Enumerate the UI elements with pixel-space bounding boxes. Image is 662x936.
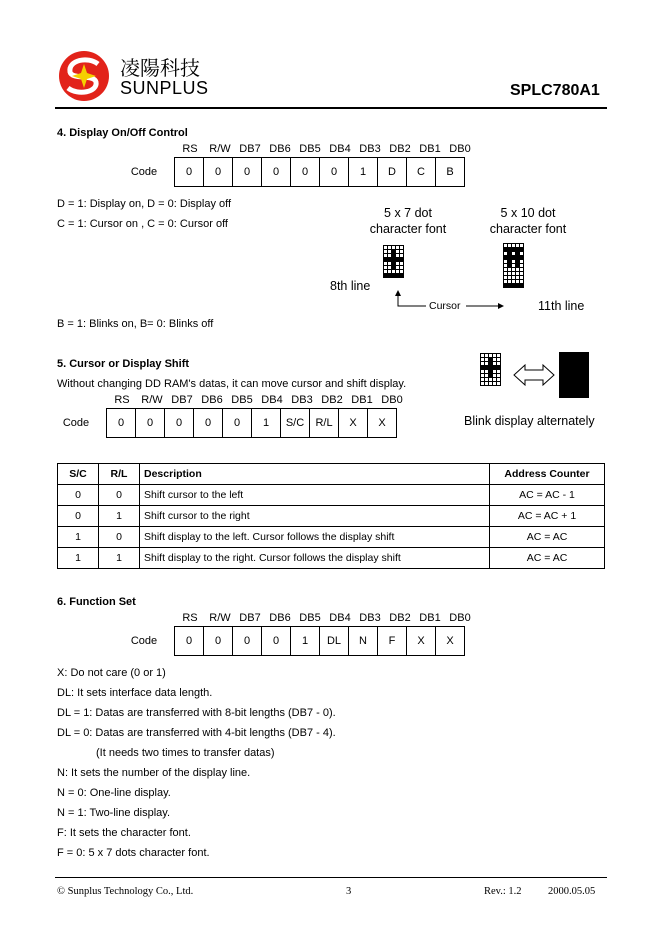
fs-line: DL = 0: Datas are transferred with 4-bit lengths (DB7 - 4). [57, 727, 336, 739]
col-header: R/W [209, 612, 231, 624]
col-header: DB3 [359, 612, 381, 624]
code-cell: 0 [204, 158, 233, 187]
font57-glyph [383, 245, 404, 278]
code-cell: C [407, 158, 436, 187]
fs-line: N: It sets the number of the display line. [57, 767, 251, 779]
code-cell: 0 [204, 627, 233, 656]
footer-copyright: © Sunplus Technology Co., Ltd. [57, 886, 194, 897]
fs-line: F: It sets the character font. [57, 827, 191, 839]
col-header: DB4 [261, 394, 283, 406]
fs-line: F = 0: 5 x 7 dots character font. [57, 847, 210, 859]
cell: Shift display to the left. Cursor follows the display shift [140, 527, 490, 548]
code-label: Code [130, 166, 158, 178]
code-label: Code [130, 635, 158, 647]
fs-line: X: Do not care (0 or 1) [57, 667, 166, 679]
col-header: DB0 [449, 612, 471, 624]
code-cell: X [436, 627, 465, 656]
cursor-label: Cursor [429, 300, 461, 312]
company-name-cn: 凌陽科技 [120, 56, 200, 80]
section4-title: 4. Display On/Off Control [57, 127, 188, 139]
cell: 0 [99, 527, 140, 548]
font510-caption-2: character font [489, 222, 567, 236]
note-d: D = 1: Display on, D = 0: Display off [57, 198, 232, 210]
section6-columns [175, 612, 475, 624]
col-header: RS [182, 612, 198, 624]
line8-label: 8th line [330, 279, 371, 293]
cell: Shift cursor to the right [140, 506, 490, 527]
table-header-row [58, 464, 605, 485]
header-description: Description [140, 464, 490, 485]
cell: AC = AC [490, 527, 605, 548]
code-cell: 0 [175, 158, 204, 187]
header-rl: R/L [99, 464, 140, 485]
code-cell: 0 [262, 158, 291, 187]
col-header: DB3 [291, 394, 313, 406]
code-cell: 0 [136, 409, 165, 438]
fs-line: DL = 1: Datas are transferred with 8-bit lengths (DB7 - 0). [57, 707, 336, 719]
part-number: SPLC780A1 [510, 82, 600, 99]
col-header: DB3 [359, 143, 381, 155]
code-cell: 0 [223, 409, 252, 438]
col-header: RS [182, 143, 198, 155]
table-row [58, 506, 605, 527]
code-cell: 0 [165, 409, 194, 438]
code-cell: 0 [175, 627, 204, 656]
section4-code-table [114, 157, 465, 187]
cell: 0 [58, 485, 99, 506]
col-header: DB5 [299, 612, 321, 624]
cell: AC = AC + 1 [490, 506, 605, 527]
header-rule [55, 107, 607, 109]
code-cell: 0 [194, 409, 223, 438]
footer-revision: Rev.: 1.2 [484, 886, 522, 897]
col-header: DB2 [389, 612, 411, 624]
cell: 0 [58, 506, 99, 527]
cell: Shift cursor to the left [140, 485, 490, 506]
col-header: DB7 [171, 394, 193, 406]
code-cell: 0 [262, 627, 291, 656]
code-cell: X [339, 409, 368, 438]
section6-title: 6. Function Set [57, 596, 136, 608]
col-header: DB6 [269, 612, 291, 624]
cell: 1 [58, 527, 99, 548]
section5-columns [107, 394, 407, 406]
fs-line: N = 1: Two-line display. [57, 807, 171, 819]
blink-glyph [480, 353, 501, 386]
code-cell: 0 [233, 158, 262, 187]
company-name-en: SUNPLUS [120, 78, 209, 98]
note-b: B = 1: Blinks on, B= 0: Blinks off [57, 318, 214, 330]
code-cell: S/C [281, 409, 310, 438]
footer-page-number: 3 [346, 886, 352, 897]
footer-rule [55, 877, 607, 878]
col-header: DB7 [239, 143, 261, 155]
cell: AC = AC - 1 [490, 485, 605, 506]
code-cell: 0 [291, 158, 320, 187]
code-cell: R/L [310, 409, 339, 438]
code-cell: F [378, 627, 407, 656]
cell: 1 [99, 548, 140, 569]
section4-columns [175, 143, 475, 155]
cell: 0 [99, 485, 140, 506]
line11-label: 11th line [538, 299, 585, 313]
code-cell: 0 [320, 158, 349, 187]
code-cell: X [407, 627, 436, 656]
col-header: DB2 [321, 394, 343, 406]
col-header: DB0 [449, 143, 471, 155]
shift-description-table [57, 463, 605, 569]
col-header: DB6 [269, 143, 291, 155]
cell: 1 [58, 548, 99, 569]
section5-intro: Without changing DD RAM's datas, it can move cursor and shift display. [57, 378, 407, 390]
col-header: DB1 [419, 143, 441, 155]
font57-caption-2: character font [369, 222, 447, 236]
font57-caption-1: 5 x 7 dot [384, 206, 432, 220]
footer-date: 2000.05.05 [548, 886, 596, 897]
col-header: R/W [209, 143, 231, 155]
blink-filled-block [559, 352, 589, 398]
font510-glyph [503, 243, 524, 288]
col-header: DB5 [299, 143, 321, 155]
table-row [58, 485, 605, 506]
fs-line: DL: It sets interface data length. [57, 687, 213, 699]
col-header: DB1 [351, 394, 373, 406]
fs-line: (It needs two times to transfer datas) [96, 747, 275, 759]
code-cell: B [436, 158, 465, 187]
col-header: DB0 [381, 394, 403, 406]
table-row [58, 527, 605, 548]
code-cell: 0 [107, 409, 136, 438]
col-header: DB4 [329, 612, 351, 624]
double-arrow-icon [513, 363, 555, 387]
code-cell: 1 [349, 158, 378, 187]
code-cell: 1 [291, 627, 320, 656]
col-header: DB5 [231, 394, 253, 406]
code-cell: 0 [233, 627, 262, 656]
col-header: DB1 [419, 612, 441, 624]
code-cell: X [368, 409, 397, 438]
code-cell: D [378, 158, 407, 187]
cell: Shift display to the right. Cursor follows the display shift [140, 548, 490, 569]
code-cell: N [349, 627, 378, 656]
section5-code-table [46, 408, 397, 438]
code-cell: 1 [252, 409, 281, 438]
cell: AC = AC [490, 548, 605, 569]
blink-caption: Blink display alternately [464, 414, 595, 428]
fs-line: N = 0: One-line display. [57, 787, 171, 799]
table-row [58, 548, 605, 569]
code-label: Code [62, 417, 90, 429]
col-header: R/W [141, 394, 163, 406]
header-address-counter: Address Counter [490, 464, 605, 485]
logo-icon [58, 50, 110, 102]
col-header: DB2 [389, 143, 411, 155]
col-header: DB4 [329, 143, 351, 155]
font510-caption-1: 5 x 10 dot [500, 206, 556, 220]
section6-code-table [114, 626, 465, 656]
cell: 1 [99, 506, 140, 527]
header-sc: S/C [58, 464, 99, 485]
section5-title: 5. Cursor or Display Shift [57, 358, 190, 370]
note-c: C = 1: Cursor on , C = 0: Cursor off [57, 218, 228, 230]
code-cell: DL [320, 627, 349, 656]
sunplus-logo [58, 50, 110, 102]
col-header: DB7 [239, 612, 261, 624]
col-header: DB6 [201, 394, 223, 406]
col-header: RS [114, 394, 130, 406]
